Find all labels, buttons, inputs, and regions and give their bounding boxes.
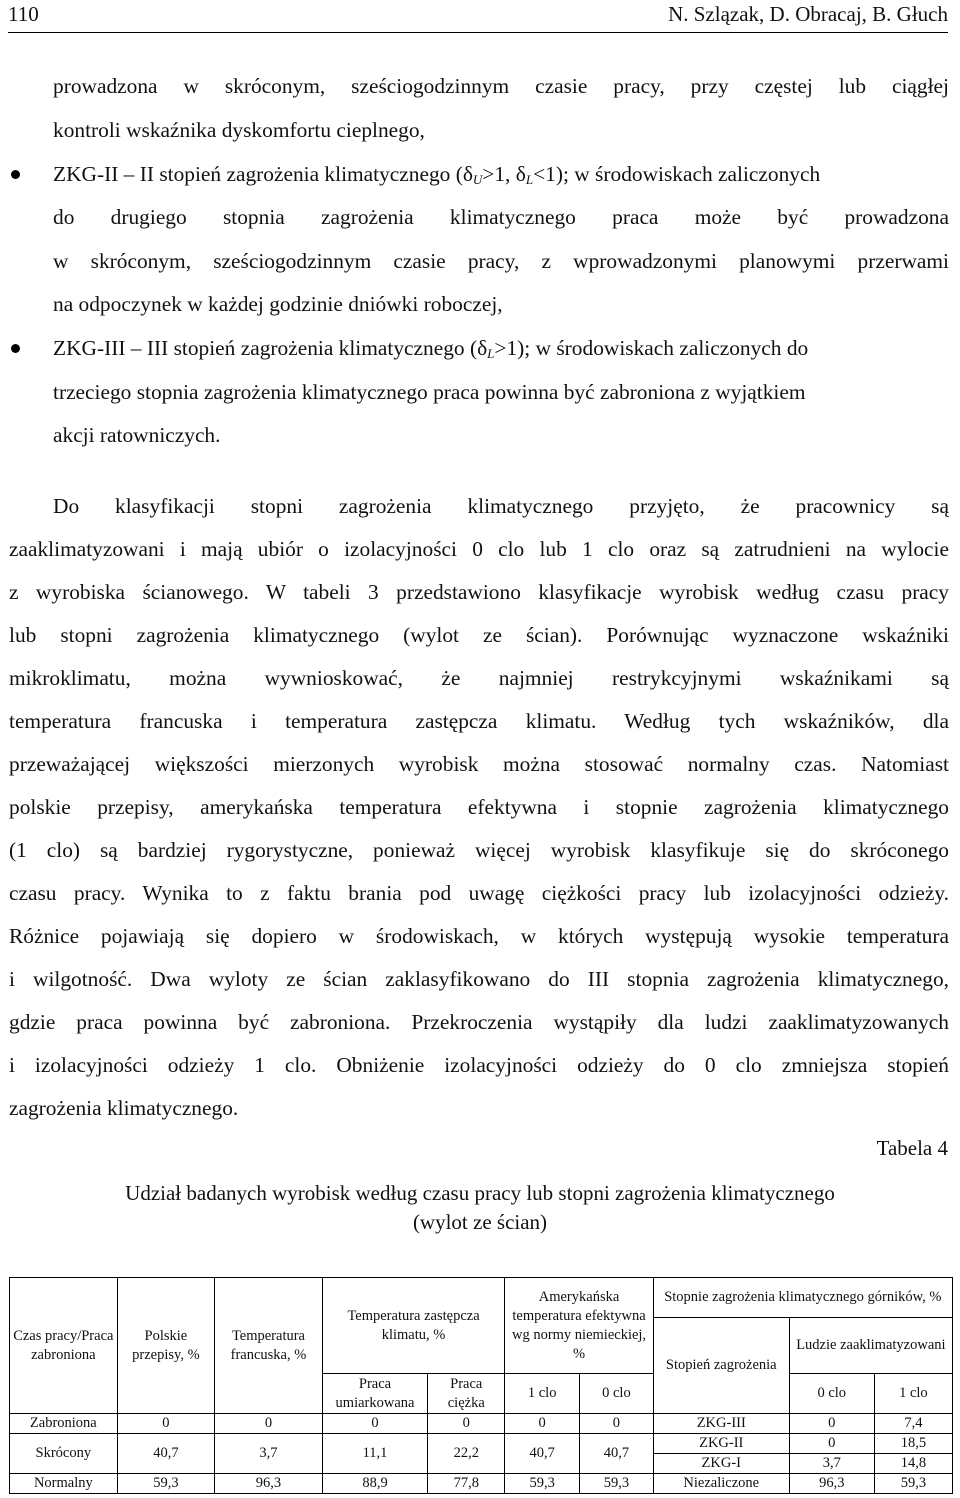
table-cell: 0 — [505, 1414, 580, 1434]
table-cell: 0 — [215, 1414, 323, 1434]
table-cell: 59,3 — [117, 1474, 214, 1494]
paragraph-line: i izolacyjności odzieży 1 clo. Obniżenie izolacyjności odzieży do 0 clo zmniejsza stopień — [9, 1053, 949, 1077]
paragraph-line: zagrożenia klimatycznego. — [9, 1096, 239, 1120]
header-1clo: 1 clo — [505, 1374, 580, 1414]
table-cell: 0 — [580, 1414, 654, 1434]
paragraph-line: gdzie praca powinna być zabroniona. Przekroczenia wystąpiły dla ludzi zaaklimatyzowanych — [9, 1010, 949, 1034]
table-row — [10, 1414, 953, 1434]
table-row — [10, 1434, 953, 1454]
header-stopien: Stopień zagrożenia — [653, 1318, 789, 1414]
table-cell: 96,3 — [789, 1474, 874, 1494]
table-cell: 59,3 — [505, 1474, 580, 1494]
paragraph-line: (1 clo) są bardziej rygorystyczne, ponieważ więcej wyrobisk klasyfikuje się do skróconego — [9, 838, 949, 862]
paragraph-line: polskie przepisy, amerykańska temperatura efektywna i stopnie zagrożenia klimatycznego — [9, 795, 949, 819]
header-polskie: Polskie przepisy, % — [117, 1278, 214, 1414]
text-line: na odpoczynek w każdej godzinie dniówki roboczej, — [53, 292, 503, 316]
page-number: 110 — [8, 2, 39, 26]
paragraph-line: i wilgotność. Dwa wyloty ze ścian zaklasyfikowano do III stopnia zagrożenia klimatycznego, — [9, 967, 949, 991]
header-ludzie-0clo: 0 clo — [789, 1374, 874, 1414]
table-cell: 22,2 — [428, 1434, 505, 1474]
table-title: Udział badanych wyrobisk według czasu pracy lub stopni zagrożenia klimatycznego — [125, 1181, 835, 1205]
table-cell: 40,7 — [117, 1434, 214, 1474]
table-cell: Normalny — [10, 1474, 118, 1494]
header-zastepcza: Temperatura zastępcza klimatu, % — [322, 1278, 504, 1374]
text-line: kontroli wskaźnika dyskomfortu cieplnego, — [53, 118, 425, 142]
table-cell: 0 — [428, 1414, 505, 1434]
table-cell: 0 — [789, 1414, 874, 1434]
paragraph-line: z wyrobiska ścianowego. W tabeli 3 przedstawiono klasyfikacje wyrobisk według czasu pracy — [9, 580, 949, 604]
header-amerykanska: Amerykańska temperatura efektywna wg normy niemieckiej, % — [505, 1278, 653, 1374]
inline-text: ZKG-II – II stopień zagrożenia klimatycznego ($\delta_U>1$, $\delta_L<1$); w środowiskach zaliczonych — [53, 162, 821, 187]
table-cell: 77,8 — [428, 1474, 505, 1494]
classification-table — [9, 1277, 953, 1494]
paragraph-line: lub stopni zagrożenia klimatycznego (wylot ze ścian). Porównując wyznaczone wskaźniki — [9, 623, 949, 647]
text-line: trzeciego stopnia zagrożenia klimatycznego praca powinna być zabroniona z wyjątkiem — [53, 380, 806, 404]
text-line: akcji ratowniczych. — [53, 423, 221, 447]
table-cell: 7,4 — [874, 1414, 952, 1434]
bullet-dot-icon — [11, 170, 20, 179]
table-cell: Zabroniona — [10, 1414, 118, 1434]
header-francuska: Temperatura francuska, % — [215, 1278, 323, 1414]
table-cell: 59,3 — [580, 1474, 654, 1494]
table-cell: 14,8 — [874, 1454, 952, 1474]
table-cell: ZKG-III — [653, 1414, 789, 1434]
bullet-dot-icon — [11, 344, 20, 353]
table-cell: 0 — [117, 1414, 214, 1434]
paragraph-line: przeważającej większości mierzonych wyrobisk można stosować normalny czas. Natomiast — [9, 752, 949, 776]
table-cell: 59,3 — [874, 1474, 952, 1494]
table-cell: 0 — [789, 1434, 874, 1454]
header-umiarkowana: Praca umiarkowana — [322, 1374, 427, 1414]
running-authors: N. Szlązak, D. Obracaj, B. Głuch — [668, 2, 948, 26]
paragraph-line: czasu pracy. Wynika to z faktu brania pod uwagę ciężkości pracy lub izolacyjności odzieży. — [9, 881, 949, 905]
table-cell: 40,7 — [580, 1434, 654, 1474]
table-cell: 96,3 — [215, 1474, 323, 1494]
table-cell: 11,1 — [322, 1434, 427, 1474]
table-cell: 3,7 — [789, 1454, 874, 1474]
table-label: Tabela 4 — [876, 1136, 948, 1160]
page-header — [8, 0, 948, 33]
table-subtitle: (wylot ze ścian) — [412, 1210, 548, 1234]
header-ciezka: Praca ciężka — [428, 1374, 505, 1414]
paragraph-line: Do klasyfikacji stopni zagrożenia klimatycznego przyjęto, że pracownicy są — [53, 494, 949, 518]
text-line: prowadzona w skróconym, sześciogodzinnym czasie pracy, przy częstej lub ciągłej — [53, 74, 949, 98]
text-line — [53, 160, 949, 188]
text-line: w skróconym, sześciogodzinnym czasie pracy, z wprowadzonymi planowymi przerwami — [53, 249, 949, 273]
paragraph-line: Różnice pojawiają się dopiero w środowiskach, w których występują wysokie temperatura — [9, 924, 949, 948]
paragraph-line: zaaklimatyzowani i mają ubiór o izolacyjności 0 clo lub 1 clo oraz są zatrudnieni na wylocie — [9, 537, 949, 561]
table-cell: 3,7 — [215, 1434, 323, 1474]
header-ludzie-1clo: 1 clo — [874, 1374, 952, 1414]
table-cell: 40,7 — [505, 1434, 580, 1474]
table-cell: ZKG-I — [653, 1454, 789, 1474]
text-line: do drugiego stopnia zagrożenia klimatycznego praca może być prowadzona — [53, 205, 949, 229]
header-0clo: 0 clo — [580, 1374, 654, 1414]
table-cell: 88,9 — [322, 1474, 427, 1494]
paragraph-line: temperatura francuska i temperatura zastępcza klimatu. Według tych wskaźników, dla — [9, 709, 949, 733]
table-cell: Skrócony — [10, 1434, 118, 1474]
table-cell: Niezaliczone — [653, 1474, 789, 1494]
header-czas: Czas pracy/Praca zabroniona — [10, 1278, 118, 1414]
header-ludzie: Ludzie zaaklimatyzowani — [789, 1318, 952, 1374]
table-cell: ZKG-II — [653, 1434, 789, 1454]
text-line: ZKG-III – III stopień zagrożenia klimatycznego $(\delta_L>1)$; w środowiskach zaliczonych do — [53, 336, 809, 361]
table-cell: 18,5 — [874, 1434, 952, 1454]
header-stopnie: Stopnie zagrożenia klimatycznego górników, % — [653, 1278, 952, 1318]
paragraph-line: mikroklimatu, można wywnioskować, że najmniej restrykcyjnymi wskaźnikami są — [9, 666, 949, 690]
table-cell: 0 — [322, 1414, 427, 1434]
table-row — [10, 1474, 953, 1494]
